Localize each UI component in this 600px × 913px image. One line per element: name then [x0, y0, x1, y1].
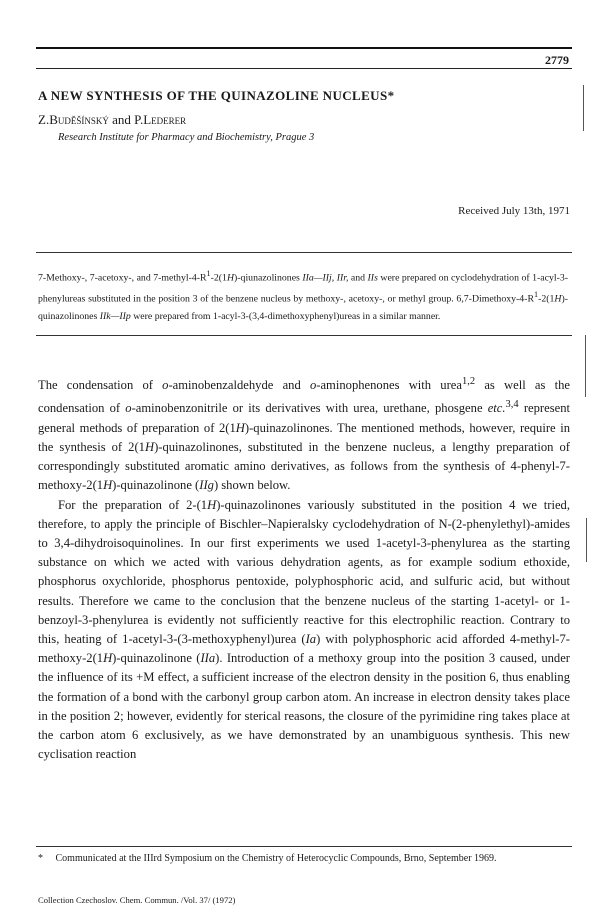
- footnote: [38, 851, 570, 866]
- footnote-rule: [36, 846, 572, 847]
- body-text: [38, 372, 570, 764]
- footnote-marker: *: [38, 853, 43, 864]
- received-date: Received July 13th, 1971: [458, 205, 570, 217]
- author-name: Z.Buděšínský: [38, 112, 109, 127]
- journal-reference: Collection Czechoslov. Chem. Commun. /Vol. 37/ (1972): [38, 895, 236, 905]
- paragraph: For the preparation of 2-(1H)-quinazolinones variously substituted in the position 4 we tried, therefore, to apply the principle of Bischler–Napieralsky cyclodehydration of N-(2-phenylethyl)-amides to 3,4-dihydroisoquinolines. In our first experiments we used 1-acetyl-3-phenylurea as the starting substance on which we acted with various dehydration agents, as for example sodium ethoxide, phosphorus oxychloride, phosphorus pentoxide, polyphosphoric acid, and sulfuric acid, but without results. Therefore we came to the conclusion that the benzene nucleus of the starting 1-acetyl- or 1-benzoyl-3-phenylurea is evidently not sufficiently reactive for this electrophilic reaction. Contrary to this, heating of 1-acetyl-3-(3-methoxyphenyl)urea (Ia) with polyphosphoric acid afforded 4-methyl-7-methoxy-2(1H)-quinazolinone (IIa). Introduction of a methoxy group into the position 3 caused, under the influence of its +M effect, a sufficient increase of the electron density in the position 6, thus enabling the formation of a bond with the carbonyl group carbon atom. An increase in electron density takes place in the position 2; however, evidently for sterical reasons, the closure of the pyrimidine ring takes place at the carbon atom 6 exclusively, as we have demonstrated by an unambiguous synthesis. This new cyclisation reaction: [38, 497, 570, 762]
- article-title: A NEW SYNTHESIS OF THE QUINAZOLINE NUCLEUS*: [38, 88, 395, 103]
- author-conjunction: and: [112, 112, 131, 127]
- affiliation: Research Institute for Pharmacy and Biochemistry, Prague 3: [58, 132, 315, 143]
- abstract-top-rule: [36, 252, 572, 253]
- margin-line: [585, 335, 586, 397]
- margin-line: [586, 518, 587, 562]
- author-name: P.Lederer: [134, 112, 187, 127]
- author-line: [38, 112, 186, 128]
- footnote-text: Communicated at the IIIrd Symposium on the Chemistry of Heterocyclic Compounds, Brno, September 1969.: [55, 853, 497, 864]
- paragraph: The condensation of o-aminobenzaldehyde and o-aminophenones with urea$^{1,2}$ as well as the condensation of o-aminobenzonitrile or its derivatives with urea, urethane, phosgene etc.$^{3,4}$ represent general methods of preparation of 2(1H)-quinazolinones. The mentioned methods, however, require in the synthesis of 2(1H)-quinazolinones, substituted in the benzene nucleus, a lengthy preparation of correspondingly substituted aromatic amino derivatives, as follows from the synthesis of 4-phenyl-7-methoxy-2(1H)-quinazolinone (IIg) shown below.: [38, 376, 570, 493]
- page-number: 2779: [545, 53, 569, 67]
- header-rule: [36, 47, 572, 49]
- abstract-bottom-rule: [36, 335, 572, 336]
- abstract: 7-Methoxy-, 7-acetoxy-, and $7-methyl-4-R^1-2(1H)$-qiunazolinones IIa—IIj, IIr, and IIs were prepared on cyclodehydration of 1-acyl-3-phenylureas substituted in the position 3 of the benzene nucleus by methoxy-, acetoxy-, or methyl group. $6,7-Dimethoxy-4-R^1-2(1H)$-quinazolinones IIk—IIp were prepared from 1-acyl-3-(3,4-dimethoxyphenyl)ureas in a similar manner.: [38, 269, 569, 322]
- header-thin-rule: [36, 68, 572, 69]
- margin-line: [583, 85, 584, 131]
